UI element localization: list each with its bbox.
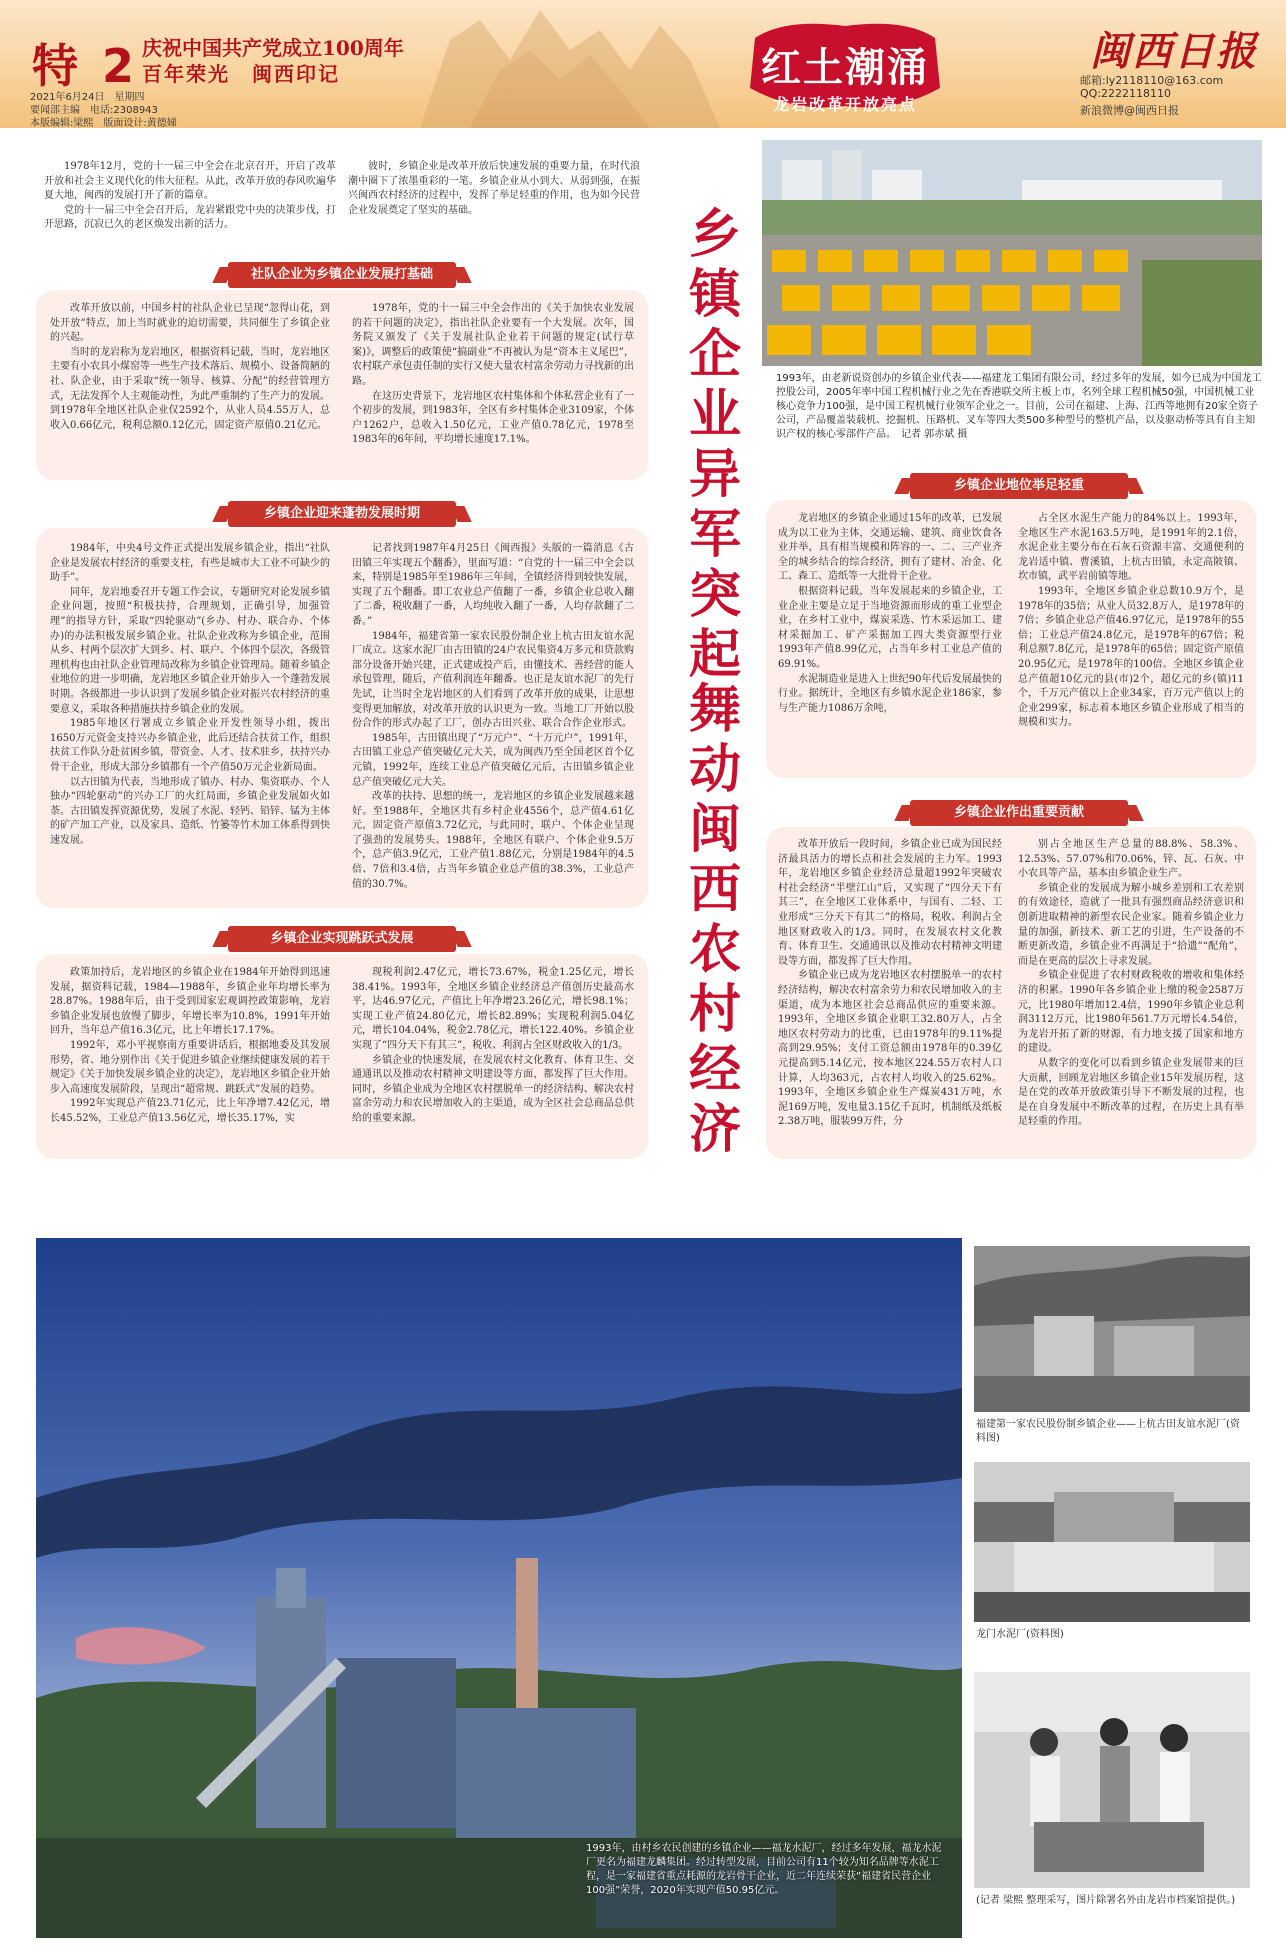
archive-photo-gutian [974, 1246, 1250, 1412]
body-paragraph: 乡镇企业促进了农村财政税收的增收和集体经济的积累。1990年各乡镇企业上缴的税金2587万元，比1980年增加12.4倍，1990年乡镇企业总利润3112万元，比1980年561.7万元增长4.54倍，为龙岩开拓了新的财源，有力地支援了国家和地方的建设。 [1018, 970, 1244, 1055]
section-column [50, 966, 330, 1127]
body-paragraph: 1985年，古田镇出现了“万元户”、“十万元户”，1991年，古田镇工业总产值突破亿元大关，成为闽西乃至全国老区首个亿元镇，1992年，连续工业总产值突破亿元后，古田镇乡镇企业总产值突破亿元大关。 [352, 732, 634, 788]
intro-paragraph: 彼时，乡镇企业是改革开放后快速发展的重要力量，在时代浪潮中圈下了浓墨重彩的一笔。乡镇企业从小到大、从弱到强，在振兴闽西农村经济的过程中，发挥了举足轻重的作用，也为如今民营企业发展奠定了坚实的基础。 [348, 161, 640, 216]
body-paragraph: 1992年实现总产值23.71亿元，比上年净增7.42亿元，增长45.52%，工业总产值13.56亿元，增长35.17%，实 [50, 1098, 330, 1124]
contact-qq: QQ:2222118110 [1080, 87, 1172, 100]
body-paragraph: 1984年，福建省第一家农民股份制企业上杭古田友谊水泥厂成立。这家水泥厂由古田镇的24户农民集资4万多元和贷款购部分设备开始兴建，正式建成投产后，由懂技术、善经营的能人承包管理，随后，产值利润连年翻番。也正是友谊水泥厂的先行先试，让当时全龙岩地区的人们看到了改革开放的成果，让思想变得更加解放，对改革开放的认识更为一致。当地工厂开始以股份合作的形式办起了工厂，创办古田兴业、联合合作企业形式。 [352, 630, 634, 730]
anniversary-subbanner: 百年荣光 闽西印记 [142, 62, 340, 86]
body-paragraph: 水泥制造业是进入上世纪90年代后发展最快的行业。据统计，全地区有乡镇水泥企业186家，参与生产能力1086万余吨， [778, 673, 1002, 714]
body-paragraph: 1992年，邓小平视察南方重要讲话后，根据地委及其发展形势，省、地分别作出《关于促进乡镇企业继续健康发展的若干规定》《关于加快发展乡镇企业的决定》，龙岩地区乡镇企业开始步入高速度发展阶段，呈现出“超常规、跳跃式”发展的趋势。 [50, 1039, 330, 1095]
contact-weibo: 新浪微博@闽西日报 [1080, 104, 1179, 117]
body-paragraph: 改革开放以前，中国乡村的社队企业已呈现“忽得山花，到处开放”特点，加上当时就业的迫切需要，共同催生了乡镇企业的兴起。 [50, 303, 330, 344]
intro-paragraph: 1978年12月，党的十一届三中全会在北京召开，开启了改革开放和社会主义现代化的伟大征程。从此，改革开放的春风吹遍华夏大地，闽西的发展打开了新的篇章。 [44, 161, 336, 202]
body-paragraph: 改革开放后一段时间，乡镇企业已成为国民经济最具活力的增长点和社会发展的主力军。1993年，龙岩地区乡镇企业经济总量超1992年突破农村社会经济“半壁江山”后，又实现了“四分天下有其三”，在全地区工业体系中，与国有、二轻、工业形成“三分天下有其二”的格局，税收、利润占全地区财政收入的1/3。同时，在发展农村文化教育、体育卫生、交通通讯以及推动农村精神文明建设等方面，都发挥了巨大作用。 [778, 839, 1002, 967]
archive-photo-workers-image [974, 1672, 1250, 1888]
intro-paragraph: 党的十一届三中全会召开后，龙岩紧跟党中央的决策步伐，打开思路，沉寂已久的老区焕发出新的活力。 [44, 204, 336, 231]
photo-caption: 福建第一家农民股份制乡镇企业——上杭古田友谊水泥厂(资料图) [976, 1419, 1240, 1444]
body-paragraph: 1985年地区行署成立乡镇企业开发性领导小组，拨出1650万元资金支持兴办乡镇企业，此后还结合扶贫工作，组织扶贫工作队分赴贫困乡镇，带资金、人才、技术驻乡，扶持兴办骨干企业，形成大部分乡镇都有一个产值50万元企业新局面。 [50, 718, 330, 773]
body-paragraph: 乡镇企业已成为龙岩地区农村摆脱单一的农村经济结构，解决农村富余劳力和农民增加收入的主渠道，成为本地区社会总商品供应的重要来源。1993年，全地区乡镇企业职工32.80万人，占全地区农村劳动力的比重，已由1978年的9.11%提高到29.95%；支付工资总额由1978年的0.39亿元提高到5.14亿元，按本地区224.55万农村人口计算，人均363元，占农村人均收入的25.62%。1993年，全地区乡镇企业生产煤炭431万吨，水泥169万吨，发电量3.15亿千瓦时，机制纸及纸板2.38万吨，服装99万件，分 [778, 970, 1002, 1128]
body-paragraph: 政策加持后，龙岩地区的乡镇企业在1984年开始得到迅速发展，据资料记载，1984—1988年，乡镇企业年均增长率为28.87%。1988年后，由于受到国家宏观调控政策影响，龙岩乡镇企业发展也放慢了脚步，年增长率为10.8%，1991年开始回升，当年总产值16.3亿元，比上年增长17.17%。 [50, 967, 330, 1037]
body-paragraph: 1993年，全地区乡镇企业总数10.9万个，是1978年的35倍；从业人员32.8万人，是1978年的7倍；乡镇企业总产值46.97亿元，是1978年的55倍；工业总产值24.8亿元，是1978年的67倍；税利总额7.8亿元，是1978年的65倍；固定资产原值20.95亿元，是1978年的100倍。全地区乡镇企业总产值超10亿元的县(市)2个，超亿元的乡(镇)11个，千万元产值以上企业34家，百万元产值以上的企业299家，标志着本地区乡镇企业形成了相当的规模和实力。 [1018, 585, 1244, 729]
section-column [778, 838, 1002, 1130]
archive-photo-longmen-image [974, 1462, 1250, 1622]
section-column [352, 542, 634, 892]
section-column [778, 512, 1002, 716]
newspaper-masthead: 闽西日报 [1090, 28, 1258, 75]
body-paragraph: 在这历史背景下，龙岩地区农村集体和个体私营企业有了一个初步的发展，到1983年，全区有乡村集体企业3109家，个体户1262户，总收入1.50亿元，工业产值0.78亿元，1978至1983年的6年间，平均增长速度17.1%。 [352, 390, 634, 446]
body-paragraph: 乡镇企业的快速发展，在发展农村文化教育、体育卫生、交通通讯以及推动农村精神文明建设等方面，都发挥了巨大作用。同时，乡镇企业成为全地区农村摆脱单一的经济结构、解决农村富余劳动力和农民增加收入的主渠道，成为全区社会总商品总供给的重要来源。 [352, 1054, 634, 1124]
body-paragraph: 龙岩地区的乡镇企业通过15年的改革，已发展成为以工业为主体，交通运输、建筑、商业饮食各业并举，具有相当规模和阵容的一、二、三产业齐全的城乡结合的综合经济，拥有了建材、冶金、化工、森工、造纸等一大批骨干企业。 [778, 513, 1002, 583]
page-header [0, 0, 1286, 128]
anniversary-banner: 庆祝中国共产党成立100周年 [142, 36, 404, 60]
photo-caption: 1993年，由老新说资创办的乡镇企业代表——福建龙工集团有限公司，经过多年的发展，如今已成为中国龙工控股公司，2005年率中国工程机械行业之先在香港联交所主板上市，名列全球工程机械50强，中国机械工业核心竞争力100强，是中国工程机械行业领军企业之一。目前，公司在福建、上海、江西等地拥有20家全资子公司，产品覆盖装载机、挖掘机、压路机、叉车等四大类500多种型号的整机产品，以及驱动桥等具有自主知识产权的核心零部件产品。 记者 郭赤斌 摄 [776, 373, 1262, 440]
contact-email: 邮箱:ly2118110@163.com [1080, 74, 1224, 87]
headline-part1: 乡镇企业异军突起 [688, 205, 741, 685]
topic-badge [745, 18, 945, 122]
body-paragraph: 乡镇企业的发展成为解小城乡差别和工农差别的有效途径，造就了一批具有强烈商品经济意识和创新进取精神的新型农民企业家。随着乡镇企业力量的加强，新技术、新工艺的引进，生产设备的不断更新改造，乡镇企业不再满足于“拾遗”“配角”，而是在更高的层次上寻求发展。 [1018, 882, 1244, 967]
section-heading: 乡镇企业作出重要贡献 [910, 800, 1128, 826]
section-column [1018, 838, 1244, 1130]
cement-plant-photo-image [36, 1238, 962, 1938]
body-paragraph: 从数字的变化可以看到乡镇企业发展带来的巨大贡献，回顾龙岩地区乡镇企业15年发展历程，这是在党的改革开放政策引导下不断发展的过程，也是在自身发展中不断改革的过程，在历史上具有举足轻重的作用。 [1018, 1057, 1244, 1128]
section-heading: 乡镇企业实现跳跃式发展 [228, 926, 456, 952]
section-column [50, 542, 330, 848]
monument-relief-image [390, 0, 750, 128]
cement-plant-photo [36, 1238, 962, 1938]
body-paragraph: 别占全地区生产总量的88.8%、58.3%、12.53%、57.07%和70.06%，锌、瓦、石灰、中小农具等产品，基本由乡镇企业生产。 [1018, 839, 1244, 880]
body-paragraph: 占全区水泥生产能力的84%以上。1993年，全地区生产水泥163.5万吨，是1991年的2.1倍，水泥企业主要分布在石灰石资源丰富、交通便利的龙岩适中镇、曹溪镇，上杭古田镇，永定高陂镇、坎市镇，武平岩前镇等地。 [1018, 513, 1244, 583]
editor-credits: 本版编辑:梁熙 版面设计:黄德娣 [30, 118, 177, 129]
body-paragraph: 同年，龙岩地委召开专题工作会议，专题研究对论发展乡镇企业问题，按照“积极扶持，合理规划，正确引导，加强管理”的指导方针，采取“四轮驱动”(乡办、村办、联合办、个体办)的办法积极发展乡镇企业。社队企业改称为乡镇企业，范围从乡、村两个层次扩大到乡、村、联户、个体四个层次，各级管理机构也由社队企业管理局改称为乡镇企业管理局。随着乡镇企业地位的进一步明确，龙岩地区乡镇企业开始步入一个蓬勃发展时期。各级都进一步认识到了发展乡镇企业对振兴农村经济的重要意义，采取各种措施扶持乡镇企业的发展。 [50, 586, 330, 715]
photo-caption: 龙门水泥厂(资料图) [976, 1629, 1064, 1640]
intro-column-left [44, 160, 336, 233]
body-paragraph: 改革的扶持、思想的统一，龙岩地区的乡镇企业发展越来越好。至1988年，全地区共有乡村企业4556个，总产值4.61亿元，固定资产原值3.72亿元，与此同时，联户、个体企业呈现了强劲的发展势头。1988年，全地区有联户、个体企业9.5万个，总产值3.9亿元，工业产值1.88亿元，分别是1984年的4.5倍、7倍和3.4倍，占当年乡镇企业总产值的38.3%，工业总产值的30.7%。 [352, 791, 634, 890]
section-column [352, 966, 634, 1127]
section-column [50, 302, 330, 433]
section-column [1018, 512, 1244, 731]
body-paragraph: 现税利润2.47亿元，增长73.67%，税金1.25亿元，增长38.41%。1993年，全地区乡镇企业经济总产值创历史最高水平，达46.97亿元，产值比上年净增23.26亿元，增长98.1%；实现工业产值24.80亿元，增长82.89%；实现税利润5.04亿元，增长104.04%，税金2.78亿元，增长122.40%。乡镇企业实现了“四分天下有其三”，税收、利润占全区财政收入的1/3。 [352, 967, 634, 1051]
section-heading: 乡镇企业地位举足轻重 [910, 473, 1128, 499]
body-paragraph: 记者找到1987年4月25日《闽西报》头版的一篇消息《古田镇三年实现五个翻番》，里面写道：“自党的十一届三中全会以来，特别是1985年至1986年三年间，全镇经济得到较快发展，实现了五个翻番。即工农业总产值翻了一番，乡镇企业总收入翻了二番，税收翻了一番，人均纯收入翻了一番，人均存款翻了二番。” [352, 543, 634, 627]
topic-subtitle: 龙岩改革开放亮点 [772, 95, 917, 114]
topic-title: 红土潮涌 [761, 45, 929, 91]
headline-part2: 舞动闽西农村经济 [688, 680, 741, 1160]
body-paragraph: 以古田镇为代表，当地形成了镇办、村办、集资联办、个人独办“四轮驱动”的兴办工厂的火红局面，乡镇企业发展如火如荼。古田镇发挥资源优势，发展了水泥、轻钙、铅锌、锰为主体的矿产加工产业，以及家具、造纸、竹篓等竹木加工体系得到快速发展。 [50, 776, 330, 846]
section-column [352, 302, 634, 448]
intro-column-right [348, 160, 640, 218]
body-paragraph: 1984年，中央4号文件正式提出发展乡镇企业，指出“社队企业是发展农村经济的重要支柱，有些是城市大工业不可缺少的助手”。 [50, 543, 330, 584]
archive-photo-longmen [974, 1462, 1250, 1622]
credit-caption: (记者 梁熙 整理采写，图片除署名外由龙岩市档案馆提供。) [976, 1895, 1236, 1906]
department-info: 要闻部主编 电话:2308943 [30, 105, 158, 116]
section-heading: 社队企业为乡镇企业发展打基础 [228, 262, 456, 288]
section-heading: 乡镇企业迎来蓬勃发展时期 [228, 501, 456, 527]
body-paragraph: 1978年，党的十一届三中全会作出的《关于加快农业发展的若干问题的决定》，指出社队企业要有一个大发展。次年，国务院又颁发了《关于发展社队企业若干问题的规定(试行草案)》，调整后的政策使“搞副业”不再被认为是“资本主义尾巴”，农村联产承包责任制的实行又使大量农村富余劳动力寻找新的出路。 [352, 303, 634, 387]
loaders-photo-image [762, 140, 1262, 366]
main-photo-caption: 1993年，由村乡农民创建的乡镇企业——福龙水泥厂，经过多年发展，福龙水泥厂更名为福建龙麟集团。经过转型发展，目前公司有11个较为知名品牌等水泥工程，是一家福建省重点耗源的龙岩骨干企业，近二年连续荣获“福建省民营企业100强”荣誉，2020年实现产值50.95亿元。 [586, 1843, 942, 1896]
archive-photo-workers [974, 1672, 1250, 1888]
archive-photo-gutian-image [974, 1246, 1250, 1412]
body-paragraph: 根据资料记载，当年发展起来的乡镇企业，工业企业主要是立足于当地资源而形成的重工业型企业，在乡村工业中，煤炭采选、竹木采运加工、建材采掘加工、矿产采掘加工四大类资源型行业1993年产值8.99亿元，占当年乡村工业总产值的69.91%。 [778, 585, 1002, 670]
page-number: 特 2 [32, 39, 139, 93]
body-paragraph: 当时的龙岩称为龙岩地区，根据资料记载，当时，龙岩地区主要有小农具小煤窑等一些生产技术落后、规模小、设备简陋的社、队企业，由于采取“统一领导、核算、分配”的经营管理方式，无法发挥个人主观能动性，为此严重制约了生产力的发展。到1978年全地区社队企业仅2592个，从业人员4.55万人，总收入0.66亿元，税利总额0.12亿元，固定资产原值0.21亿元。 [50, 346, 330, 431]
loaders-photo [762, 140, 1262, 366]
issue-date: 2021年6月24日 星期四 [30, 92, 145, 103]
